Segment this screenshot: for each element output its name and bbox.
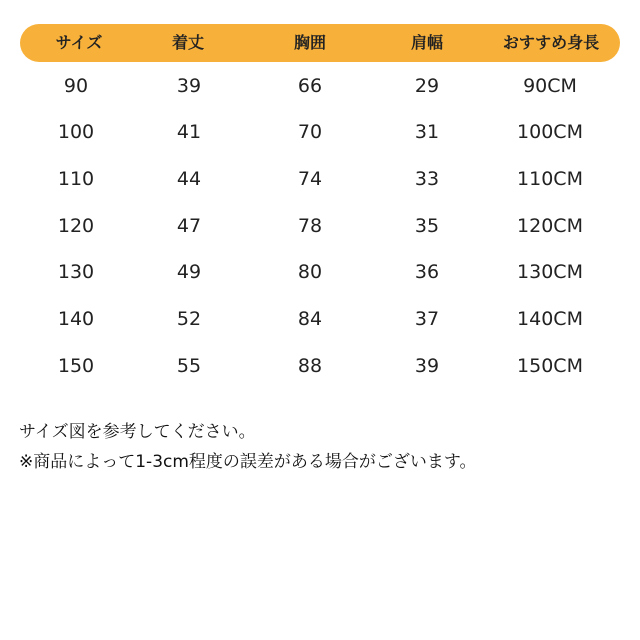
- table-row: [0, 112, 640, 152]
- cell-chest: 84: [297, 308, 323, 330]
- cell-chest: 66: [297, 75, 323, 97]
- table-row: [0, 206, 640, 246]
- cell-shoulder: 39: [414, 355, 440, 377]
- header-recommended-height: おすすめ身長: [502, 33, 600, 52]
- table-row: [0, 299, 640, 339]
- cell-chest: 74: [297, 168, 323, 190]
- cell-recommended-height: 120CM: [517, 215, 583, 237]
- cell-chest: 80: [297, 261, 323, 283]
- cell-size: 100: [57, 121, 95, 143]
- cell-recommended-height: 110CM: [517, 168, 583, 190]
- cell-size: 150: [57, 355, 95, 377]
- size-table-header: [20, 24, 620, 62]
- table-row: [0, 346, 640, 386]
- cell-length: 47: [176, 215, 202, 237]
- cell-length: 49: [176, 261, 202, 283]
- header-chest: 胸囲: [293, 33, 327, 52]
- header-length: 着丈: [171, 33, 205, 52]
- cell-length: 44: [176, 168, 202, 190]
- table-row: [0, 252, 640, 292]
- cell-size: 90: [63, 75, 89, 97]
- cell-chest: 78: [297, 215, 323, 237]
- cell-recommended-height: 100CM: [517, 121, 583, 143]
- cell-shoulder: 36: [414, 261, 440, 283]
- measurement-error-note: ※商品によって1-3cm程度の誤差がある場合がございます。: [19, 452, 477, 472]
- size-reference-note: サイズ図を参考してください。: [19, 422, 256, 442]
- cell-recommended-height: 150CM: [517, 355, 583, 377]
- cell-length: 55: [176, 355, 202, 377]
- header-shoulder: 肩幅: [410, 33, 444, 52]
- cell-length: 41: [176, 121, 202, 143]
- cell-size: 140: [57, 308, 95, 330]
- cell-length: 39: [176, 75, 202, 97]
- cell-recommended-height: 130CM: [517, 261, 583, 283]
- cell-shoulder: 33: [414, 168, 440, 190]
- header-size: サイズ: [55, 33, 103, 52]
- cell-recommended-height: 90CM: [523, 75, 577, 97]
- cell-size: 110: [57, 168, 95, 190]
- table-row: [0, 159, 640, 199]
- cell-shoulder: 37: [414, 308, 440, 330]
- cell-shoulder: 29: [414, 75, 440, 97]
- cell-length: 52: [176, 308, 202, 330]
- cell-chest: 88: [297, 355, 323, 377]
- cell-shoulder: 35: [414, 215, 440, 237]
- cell-shoulder: 31: [414, 121, 440, 143]
- cell-size: 120: [57, 215, 95, 237]
- cell-size: 130: [57, 261, 95, 283]
- cell-recommended-height: 140CM: [517, 308, 583, 330]
- cell-chest: 70: [297, 121, 323, 143]
- table-row: [0, 66, 640, 106]
